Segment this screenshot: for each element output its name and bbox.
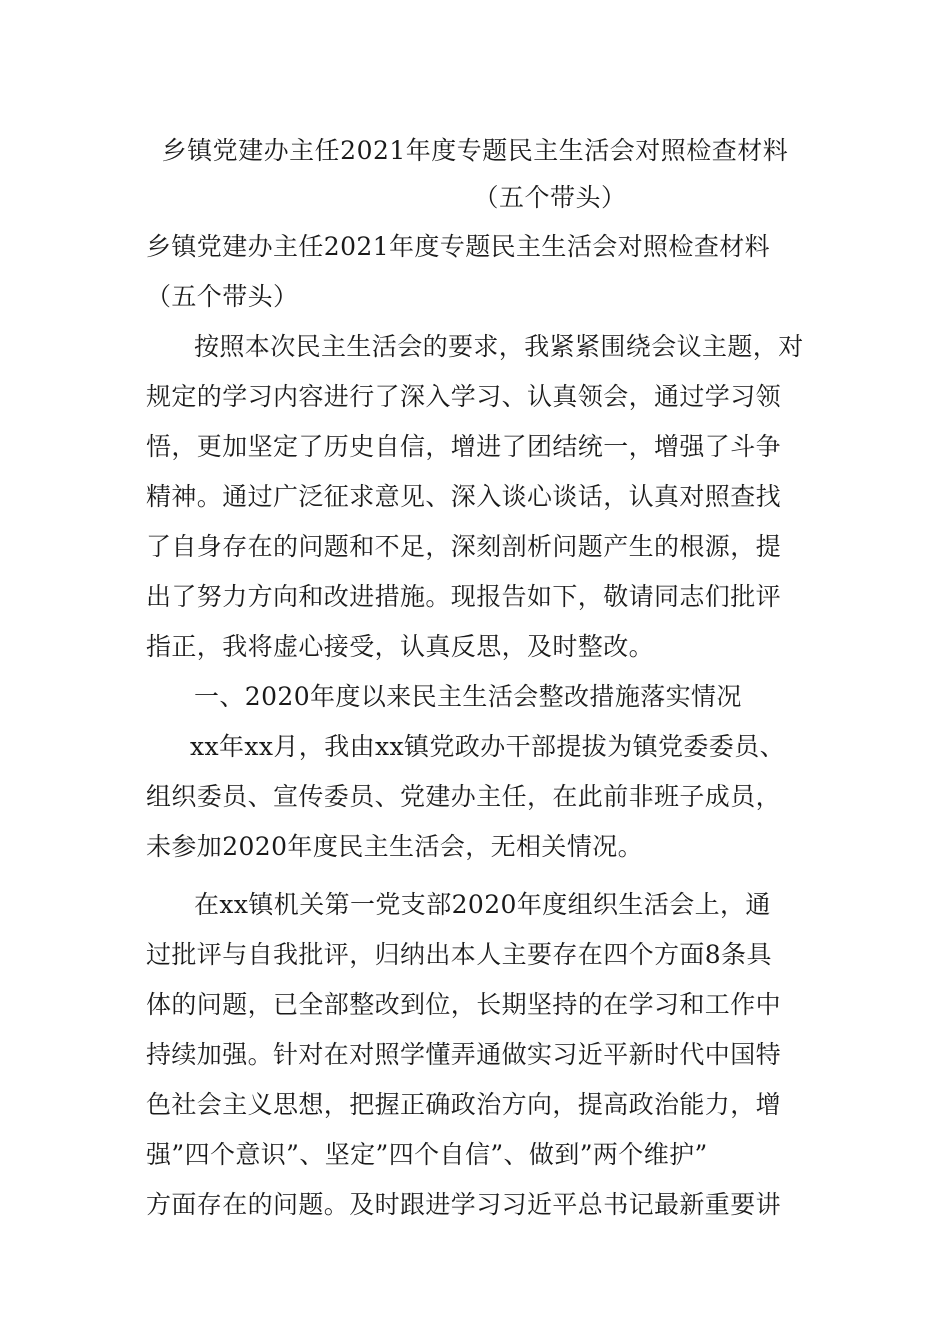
paragraph-line: 色社会主义思想，把握正确政治方向，提高政治能力，增: [146, 1090, 782, 1119]
paragraph-line: 精神。通过广泛征求意见、深入谈心谈话，认真对照查找: [146, 482, 782, 511]
paragraph-line: 方面存在的问题。及时跟进学习习近平总书记最新重要讲: [146, 1190, 782, 1219]
paragraph-line: 了自身存在的问题和不足，深刻剖析问题产生的根源，提: [146, 532, 782, 561]
paragraph-line: 强”四个意识”、坚定”四个自信”、做到”两个维护”: [146, 1140, 708, 1169]
paragraph-line: 指正，我将虚心接受，认真反思，及时整改。: [146, 632, 655, 661]
repeat-subtitle: （五个带头）: [146, 282, 299, 311]
repeat-title: 乡镇党建办主任2021年度专题民主生活会对照检查材料: [146, 232, 771, 261]
paragraph-line: 规定的学习内容进行了深入学习、认真领会，通过学习领: [146, 382, 782, 411]
paragraph-line: 持续加强。针对在对照学懂弄通做实习近平新时代中国特: [146, 1040, 782, 1069]
paragraph-line: 未参加2020年度民主生活会，无相关情况。: [146, 832, 644, 861]
paragraph-line: 悟，更加坚定了历史自信，增进了团结统一，增强了斗争: [146, 432, 782, 461]
paragraph-line: 过批评与自我批评，归纳出本人主要存在四个方面8条具: [146, 940, 772, 969]
title-block: [0, 128, 950, 222]
paragraph-org-life: [146, 880, 846, 1230]
paragraph-line: 按照本次民主生活会的要求，我紧紧围绕会议主题，对: [194, 332, 804, 361]
paragraph-line: xx年xx月，我由xx镇党政办干部提拔为镇党委委员、: [190, 732, 785, 761]
paragraph-line: 体的问题，已全部整改到位，长期坚持的在学习和工作中: [146, 990, 782, 1019]
paragraph-rectification: [146, 722, 846, 872]
document-subtitle: （五个带头）: [473, 183, 627, 212]
document-body: [146, 222, 846, 1230]
document-title: 乡镇党建办主任2021年度专题民主生活会对照检查材料: [161, 136, 789, 165]
section-heading: 一、2020年度以来民主生活会整改措施落实情况: [194, 682, 742, 711]
paragraph-line: 在xx镇机关第一党支部2020年度组织生活会上，通: [194, 890, 771, 919]
paragraph-line: 组织委员、宣传委员、党建办主任，在此前非班子成员，: [146, 782, 782, 811]
paragraph-intro: [146, 322, 846, 672]
paragraph-line: 出了努力方向和改进措施。现报告如下，敬请同志们批评: [146, 582, 782, 611]
